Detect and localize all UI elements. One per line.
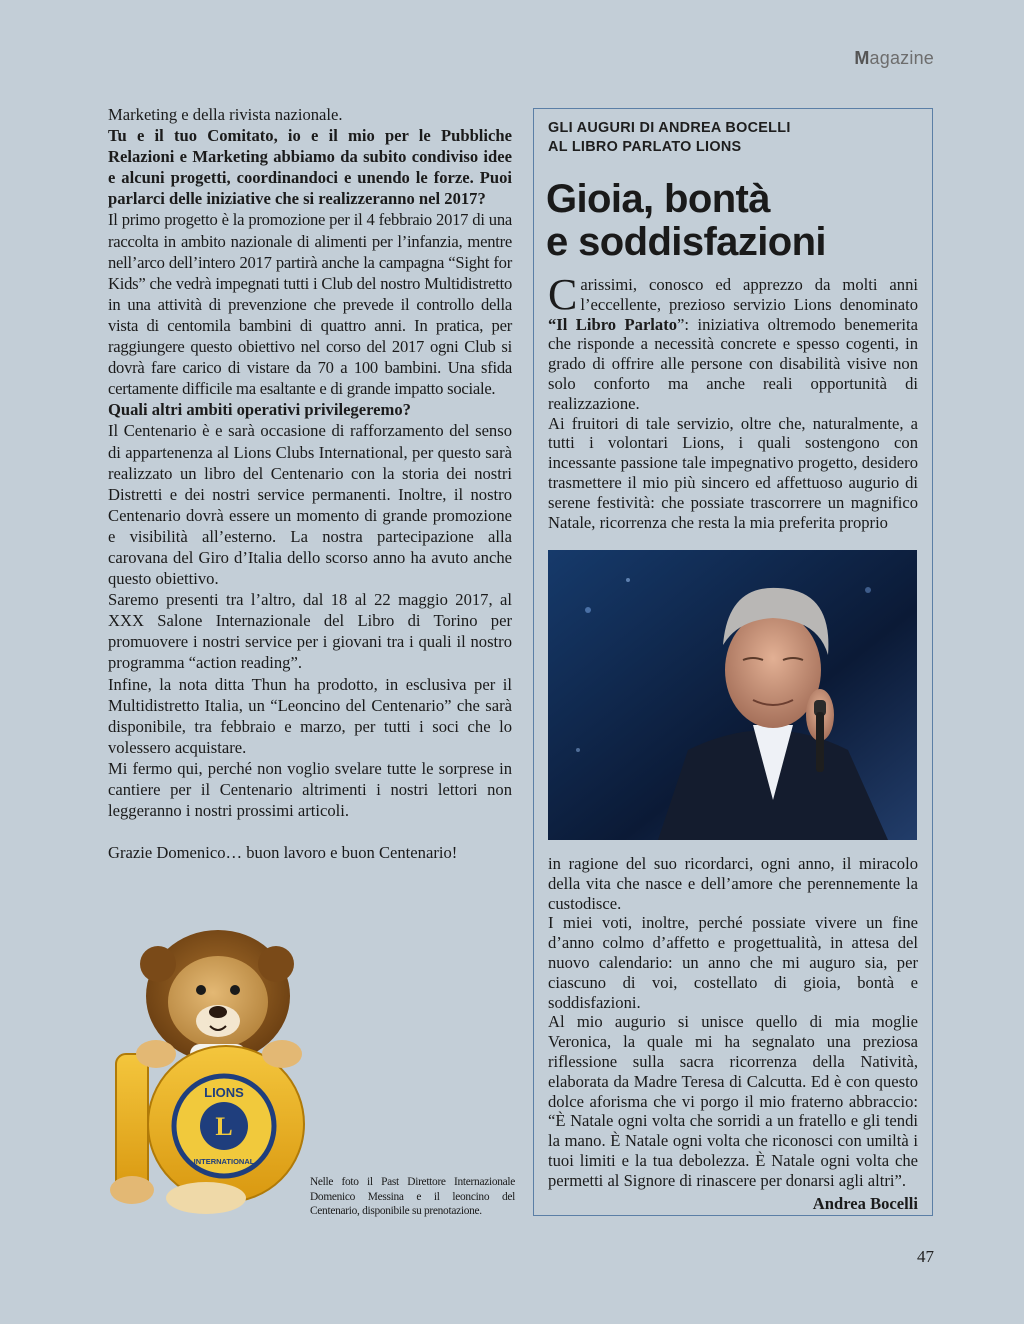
letter-paragraph: Ai fruitori di tale servizio, oltre che, naturalmente, a tutti i volontari Lions, i quali sostengono con incessante passione tale impegnativo progetto, desidero trasmettere il mio più sincero ed affettuoso augurio di serene festività: che possiate trascorrere un magnifico Natale, ricorrenza che resta la mia preferita proprio: [548, 413, 918, 532]
interview-column: [108, 104, 512, 863]
interview-answer: Infine, la nota ditta Thun ha prodotto, in esclusiva per il Multidistretto Italia, un “Leoncino del Centenario” che sarà disponibile, tra febbraio e marzo, per tutti i soci che lo volessero acquistare.: [108, 674, 512, 757]
letter-paragraph: I miei voti, inoltre, perché possiate vivere un fine d’anno colmo d’affetto e progettualità, in attesa del nuovo calendario: un anno che mi auguro sia, per ciascuno di voi, costellato di gioia, bontà e soddisfazioni.: [548, 913, 918, 1012]
signature: Andrea Bocelli: [812, 1193, 918, 1213]
interview-answer: Saremo presenti tra l’altro, dal 18 al 22 maggio 2017, al XXX Salone Internazionale del Libro di Torino per promuovere i nostri service per i giovani tra i quali il nostro programma “action reading”.: [108, 590, 512, 673]
lion-figurine-image: [106, 926, 306, 1226]
closing-line: Grazie Domenico… buon lavoro e buon Centenario!: [108, 843, 458, 863]
drop-cap: C: [548, 270, 578, 319]
badge-top-text: LIONS: [204, 1085, 244, 1100]
box-kicker: GLI AUGURI DI ANDREA BOCELLI AL LIBRO PARLATO LIONS: [548, 120, 791, 155]
letter-paragraph: Al mio augurio si unisce quello di mia moglie Veronica, la quale mi ha segnalato una preziosa riflessione sulla sacra ricorrenza della Natività, elaborata da Madre Teresa di Calcutta. Ed è con questo dolce aforisma che vi porgo il mio fraterno abbraccio: “È Natale ogni volta che sorridi a un fratello e gli tendi la mano. È Natale ogni volta che riconosci con umiltà i tuoi limiti e la tua debolezza. È Natale ogni volta che permetti al Signore di rinascere per donarsi agli altri”.: [548, 1012, 918, 1190]
section-label: Magazine: [854, 48, 934, 68]
badge-bottom-text: INTERNATIONAL: [193, 1157, 255, 1166]
box-text-bottom: [548, 854, 918, 1213]
letter-paragraph: in ragione del suo ricordarci, ogni anno, il miracolo della vita che nasce e dell’amore che perennemente la custodisce.: [548, 854, 918, 913]
interview-answer: Il Centenario è e sarà occasione di rafforzamento del senso di appartenenza al Lions Clubs International, per questo sarà realizzato un libro del Centenario con la storia dei nostri Distretti e dei nostri service permanenti. Inoltre, il nostro Centenario dovrà essere un momento di grande promozione e visibilità all’esterno. La nostra partecipazione alla carovana del Giro d’Italia dello scorso anno ha avuto anche questo obiettivo.: [108, 421, 512, 589]
page-number: 47: [917, 1247, 934, 1266]
interview-answer: Mi fermo qui, perché non voglio svelare tutte le sorprese in cantiere per il Centenario altrimenti i nostri lettori non leggeranno i nostri prossimi articoli.: [108, 758, 512, 821]
photo-caption: Nelle foto il Past Direttore Internazionale Domenico Messina e il leoncino del Centenario, disponibile su prenotazione.: [310, 1176, 515, 1218]
interview-question: Quali altri ambiti operativi privilegeremo?: [108, 400, 411, 420]
paragraph: Marketing e della rivista nazionale.: [108, 105, 343, 124]
andrea-bocelli-photo: [548, 550, 917, 840]
box-text-top: [548, 270, 918, 532]
box-headline: Gioia, bontà e soddisfazioni: [546, 177, 826, 264]
interview-question: Tu e il tuo Comitato, io e il mio per le Pubbliche Relazioni e Marketing abbiamo da subito condiviso idee e alcuni progetti, coordinandoci e unendo le forze. Puoi parlarci delle iniziative che si realizzeranno nel 2017?: [108, 126, 512, 209]
badge-center-text: L: [215, 1112, 233, 1141]
interview-answer: Il primo progetto è la promozione per il 4 febbraio 2017 di una raccolta in ambito nazionale di alimenti per l’infanzia, mentre nell’arco dell’intero 2017 partirà anche la campagna “Sight for Kids” che vedrà impegnati tutti i Club del nostro Multidistretto in una attività di prevenzione che prevede il controllo della vista di centomila bambini di quattro anni. In pratica, per raggiungere questo obiettivo nel corso del 2017 ogni Club si dovrà fare carico di vistare da 70 a 100 bambini. Una sfida certamente difficile ma esaltante e di grande impatto sociale.: [108, 210, 512, 399]
letter-paragraph: Carissimi, conosco ed apprezzo da molti anni l’eccellente, prezioso servizio Lions denominato “Il Libro Parlato”: iniziativa oltremodo benemerita che risponde a necessità concrete e spesso cogenti, in grado di offrire alle persone con disabilità visive non solo conforto ma anche reali opportunità di realizzazione.: [548, 270, 918, 413]
